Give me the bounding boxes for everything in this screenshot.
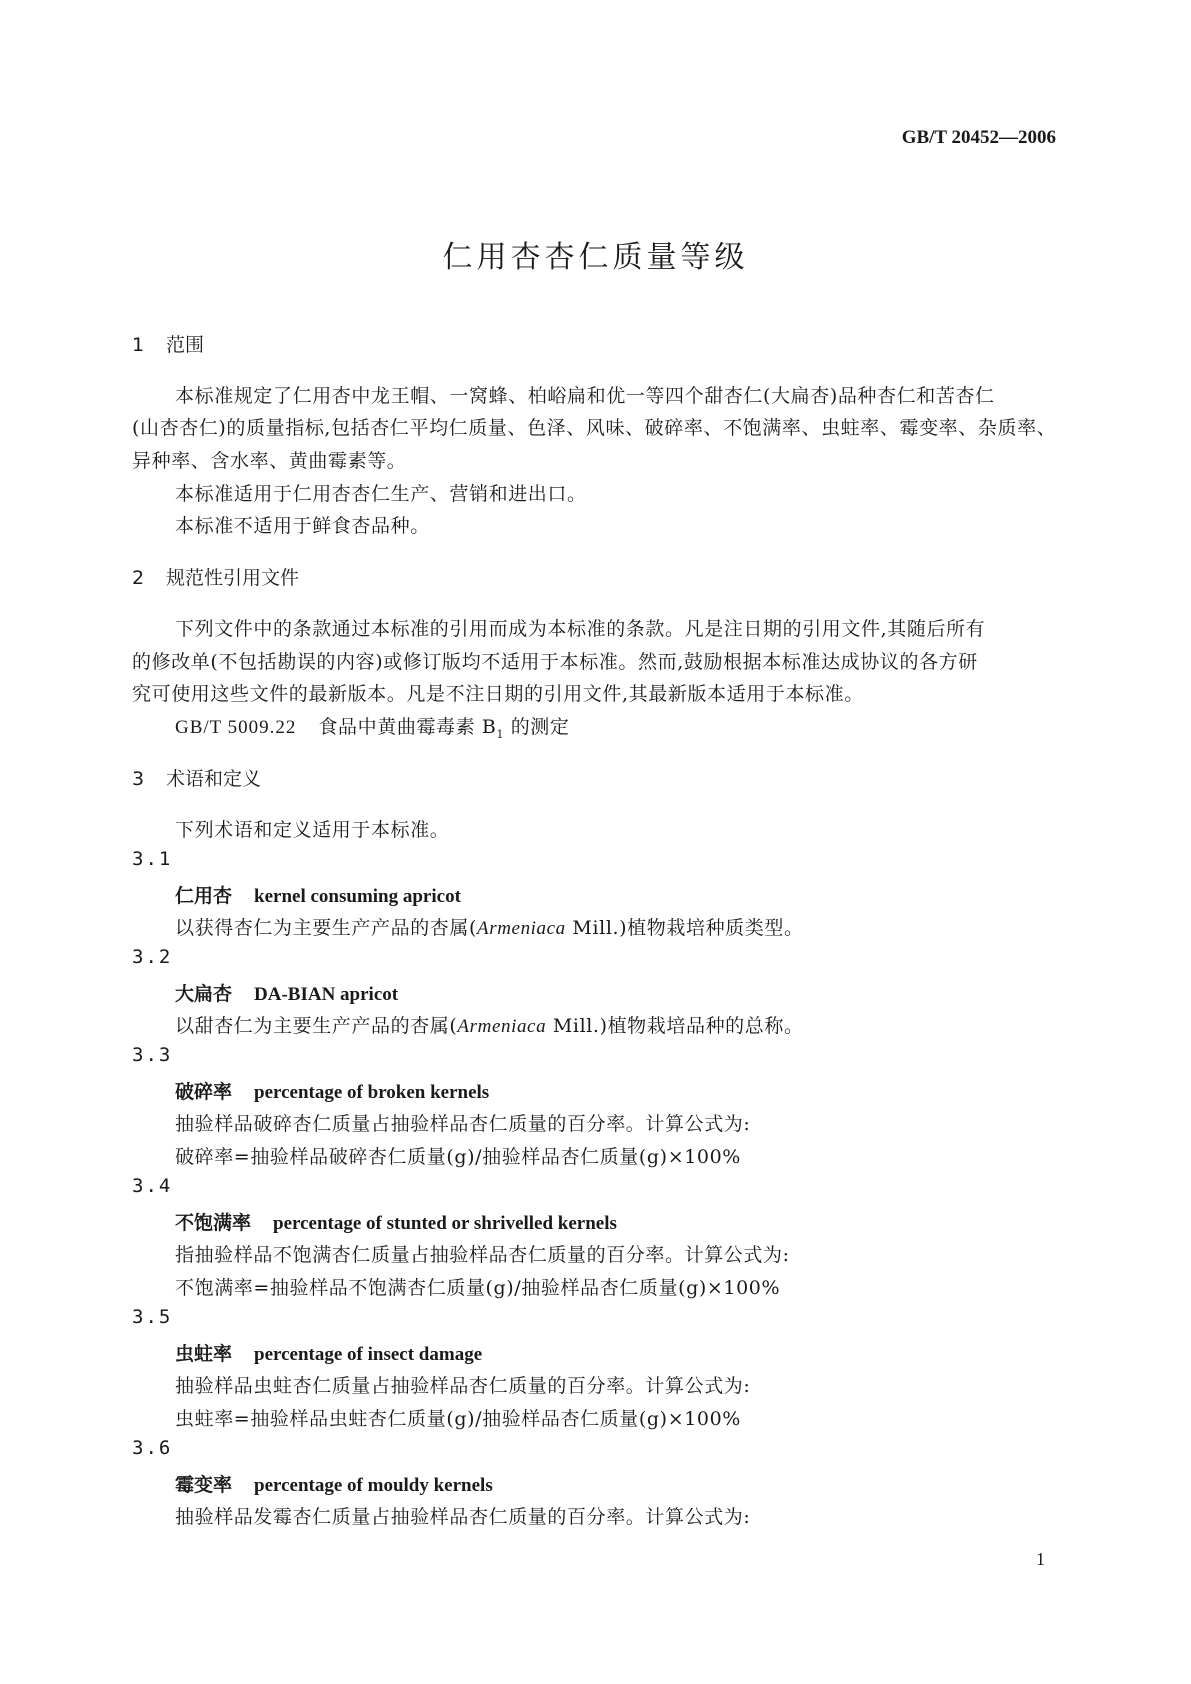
formula: 破碎率=抽验样品破碎杏仁质量(g)/抽验样品杏仁质量(g)×100% [175, 1146, 741, 1168]
paragraph-line: 下列文件中的条款通过本标准的引用而成为本标准的条款。凡是注日期的引用文件,其随后所有 [175, 618, 986, 640]
section-3-heading [132, 764, 261, 791]
definition-italic: Armeniaca [457, 1016, 547, 1037]
term-zh: 破碎率 [175, 1081, 233, 1103]
definition-text: Mill.)植物栽培种质类型。 [565, 917, 804, 939]
term-zh: 仁用杏 [175, 885, 233, 907]
term-heading [175, 881, 461, 908]
clause-number: 3.2 [132, 946, 173, 968]
paragraph-line: (山杏杏仁)的质量指标,包括杏仁平均仁质量、色泽、风味、破碎率、不饱满率、虫蛀率、霉变率、杂质率、 [132, 417, 1057, 439]
section-title: 范围 [166, 334, 205, 356]
paragraph-line: 异种率、含水率、黄曲霉素等。 [132, 450, 407, 472]
term-zh: 不饱满率 [175, 1212, 252, 1234]
term-en: percentage of insect damage [254, 1344, 483, 1365]
term-definition [175, 913, 804, 940]
term-definition [175, 1011, 804, 1038]
reference-code: GB/T 5009.22 [175, 717, 297, 738]
paragraph-line: 究可使用这些文件的最新版本。凡是不注日期的引用文件,其最新版本适用于本标准。 [132, 683, 864, 705]
term-heading [175, 1470, 493, 1497]
section-number: 2 [132, 567, 145, 589]
term-en: percentage of stunted or shrivelled kernels [273, 1213, 617, 1234]
reference-subscript: 1 [496, 727, 505, 741]
term-zh: 大扁杏 [175, 983, 233, 1005]
clause-number: 3.5 [132, 1306, 173, 1328]
paragraph: 下列术语和定义适用于本标准。 [175, 819, 450, 841]
clause-number: 3.3 [132, 1044, 173, 1066]
term-heading [175, 1077, 489, 1104]
clause-number: 3.1 [132, 848, 173, 870]
definition-text: 以甜杏仁为主要生产产品的杏属( [175, 1015, 458, 1037]
page-number: 1 [1036, 1549, 1045, 1569]
standard-code: GB/T 20452—2006 [901, 127, 1056, 148]
term-zh: 霉变率 [175, 1474, 233, 1496]
term-en: DA-BIAN apricot [254, 984, 399, 1005]
term-definition: 抽验样品发霉杏仁质量占抽验样品杏仁质量的百分率。计算公式为: [175, 1506, 751, 1528]
term-heading [175, 979, 398, 1006]
section-title: 术语和定义 [166, 768, 262, 790]
term-definition: 抽验样品虫蛀杏仁质量占抽验样品杏仁质量的百分率。计算公式为: [175, 1375, 751, 1397]
normative-reference [175, 712, 570, 741]
definition-text: 以获得杏仁为主要生产产品的杏属( [175, 917, 478, 939]
section-2-heading [132, 563, 299, 590]
formula: 虫蛀率=抽验样品虫蛀杏仁质量(g)/抽验样品杏仁质量(g)×100% [175, 1408, 741, 1430]
paragraph-line: 的修改单(不包括勘误的内容)或修订版均不适用于本标准。然而,鼓励根据本标准达成协议的各方研 [132, 651, 978, 673]
section-1-heading [132, 330, 204, 357]
reference-title-end: 的测定 [504, 716, 570, 738]
term-definition: 指抽验样品不饱满杏仁质量占抽验样品杏仁质量的百分率。计算公式为: [175, 1244, 790, 1266]
section-number: 1 [132, 334, 145, 356]
paragraph: 本标准不适用于鲜食杏品种。 [175, 515, 430, 537]
section-title: 规范性引用文件 [166, 567, 300, 589]
definition-italic: Armeniaca [477, 918, 566, 939]
paragraph-line: 本标准规定了仁用杏中龙王帽、一窝蜂、柏峪扁和优一等四个甜杏仁(大扁杏)品种杏仁和苦杏仁 [175, 385, 995, 407]
term-heading [175, 1339, 482, 1366]
section-number: 3 [132, 768, 145, 790]
term-zh: 虫蛀率 [175, 1343, 233, 1365]
document-title: 仁用杏杏仁质量等级 [442, 240, 749, 275]
term-en: percentage of mouldy kernels [254, 1475, 493, 1496]
formula: 不饱满率=抽验样品不饱满杏仁质量(g)/抽验样品杏仁质量(g)×100% [175, 1277, 781, 1299]
paragraph: 本标准适用于仁用杏杏仁生产、营销和进出口。 [175, 483, 587, 505]
term-en: kernel consuming apricot [254, 886, 461, 907]
clause-number: 3.6 [132, 1437, 173, 1459]
term-heading [175, 1208, 617, 1235]
clause-number: 3.4 [132, 1175, 173, 1197]
definition-text: Mill.)植物栽培品种的总称。 [546, 1015, 804, 1037]
term-definition: 抽验样品破碎杏仁质量占抽验样品杏仁质量的百分率。计算公式为: [175, 1113, 751, 1135]
reference-title: 食品中黄曲霉毒素 B [318, 716, 497, 738]
term-en: percentage of broken kernels [254, 1082, 490, 1103]
